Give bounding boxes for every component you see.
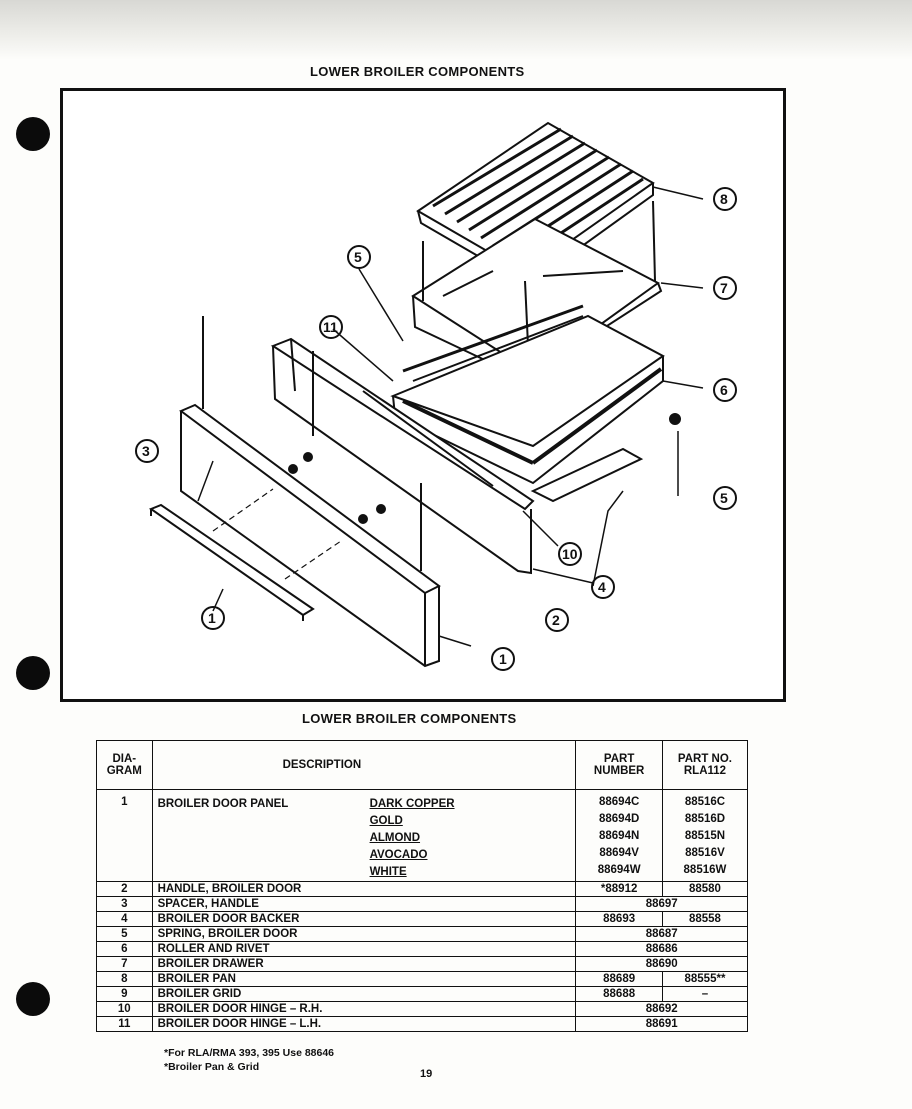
callout-8 xyxy=(714,277,736,299)
header-rla-number: PART NO. RLA112 xyxy=(662,741,747,790)
callout-5-upper xyxy=(348,246,370,268)
footnotes xyxy=(164,1046,334,1074)
svg-text:8: 8 xyxy=(720,191,728,207)
svg-text:7: 7 xyxy=(720,280,728,296)
svg-text:6: 6 xyxy=(720,382,728,398)
page-number: 19 xyxy=(420,1068,433,1080)
binder-hole-top xyxy=(16,117,50,151)
row1-part-numbers: 88694C 88694D 88694N 88694V 88694W xyxy=(576,790,663,882)
header-part-number: PART NUMBER xyxy=(576,741,663,790)
callout-1 xyxy=(492,648,514,670)
callout-4 xyxy=(546,609,568,631)
svg-text:1: 1 xyxy=(499,651,507,667)
table-row: 3 SPACER, HANDLE 88697 xyxy=(97,897,748,912)
svg-text:3: 3 xyxy=(142,443,150,459)
handle-drawing xyxy=(151,505,313,621)
table-row: 7 BROILER DRAWER 88690 xyxy=(97,957,748,972)
svg-text:5: 5 xyxy=(354,249,362,265)
binder-hole-bottom xyxy=(16,982,50,1016)
scan-header-noise xyxy=(0,0,912,60)
table-row: 10 BROILER DOOR HINGE – R.H. 88692 xyxy=(97,1002,748,1017)
color-list: DARK COPPER GOLD ALMOND AVOCADO WHITE xyxy=(369,798,455,878)
table-row: 6 ROLLER AND RIVET 88686 xyxy=(97,942,748,957)
callout-6 xyxy=(714,487,736,509)
table-row: 1 BROILER DOOR PANEL DARK COPPER GOLD ALMOND AVOCADO WHITE 88694C 88694D 88694N 88694V 88694W 88516C 88516D 88515N 88516V 88516W xyxy=(97,790,748,882)
svg-text:1: 1 xyxy=(208,610,216,626)
page-top-title: LOWER BROILER COMPONENTS xyxy=(310,64,525,79)
svg-text:5: 5 xyxy=(720,490,728,506)
table-row: 9 BROILER GRID 88688 – xyxy=(97,987,748,1002)
svg-text:10: 10 xyxy=(562,546,578,562)
section-title: LOWER BROILER COMPONENTS xyxy=(302,711,517,726)
row-description: BROILER DOOR PANEL xyxy=(157,798,289,810)
table-row: 4 BROILER DOOR BACKER 88693 88558 xyxy=(97,912,748,927)
table-row: 2 HANDLE, BROILER DOOR *88912 88580 xyxy=(97,882,748,897)
callout-3 xyxy=(136,440,158,462)
parts-table xyxy=(96,740,748,1032)
exploded-diagram xyxy=(60,88,786,702)
header-diagram: DIA- GRAM xyxy=(97,741,153,790)
callout-5-lower xyxy=(592,576,614,598)
table-row: 8 BROILER PAN 88689 88555** xyxy=(97,972,748,987)
table-header-row xyxy=(97,741,748,790)
callout-9 xyxy=(714,188,736,210)
footnote-1: *For RLA/RMA 393, 395 Use 88646 xyxy=(164,1047,335,1059)
footnote-2: *Broiler Pan & Grid xyxy=(164,1061,260,1073)
binder-hole-middle xyxy=(16,656,50,690)
exploded-view-drawing xyxy=(63,91,783,699)
callout-11 xyxy=(320,316,342,338)
table-row: 11 BROILER DOOR HINGE – L.H. 88691 xyxy=(97,1017,748,1032)
svg-text:4: 4 xyxy=(598,579,606,595)
row1-rla-numbers: 88516C 88516D 88515N 88516V 88516W xyxy=(662,790,747,882)
svg-text:2: 2 xyxy=(552,612,560,628)
header-description: DESCRIPTION xyxy=(152,741,576,790)
callout-7 xyxy=(714,379,736,401)
table-row: 5 SPRING, BROILER DOOR 88687 xyxy=(97,927,748,942)
svg-text:11: 11 xyxy=(323,319,338,335)
callout-2 xyxy=(202,607,224,629)
callout-10 xyxy=(559,543,581,565)
